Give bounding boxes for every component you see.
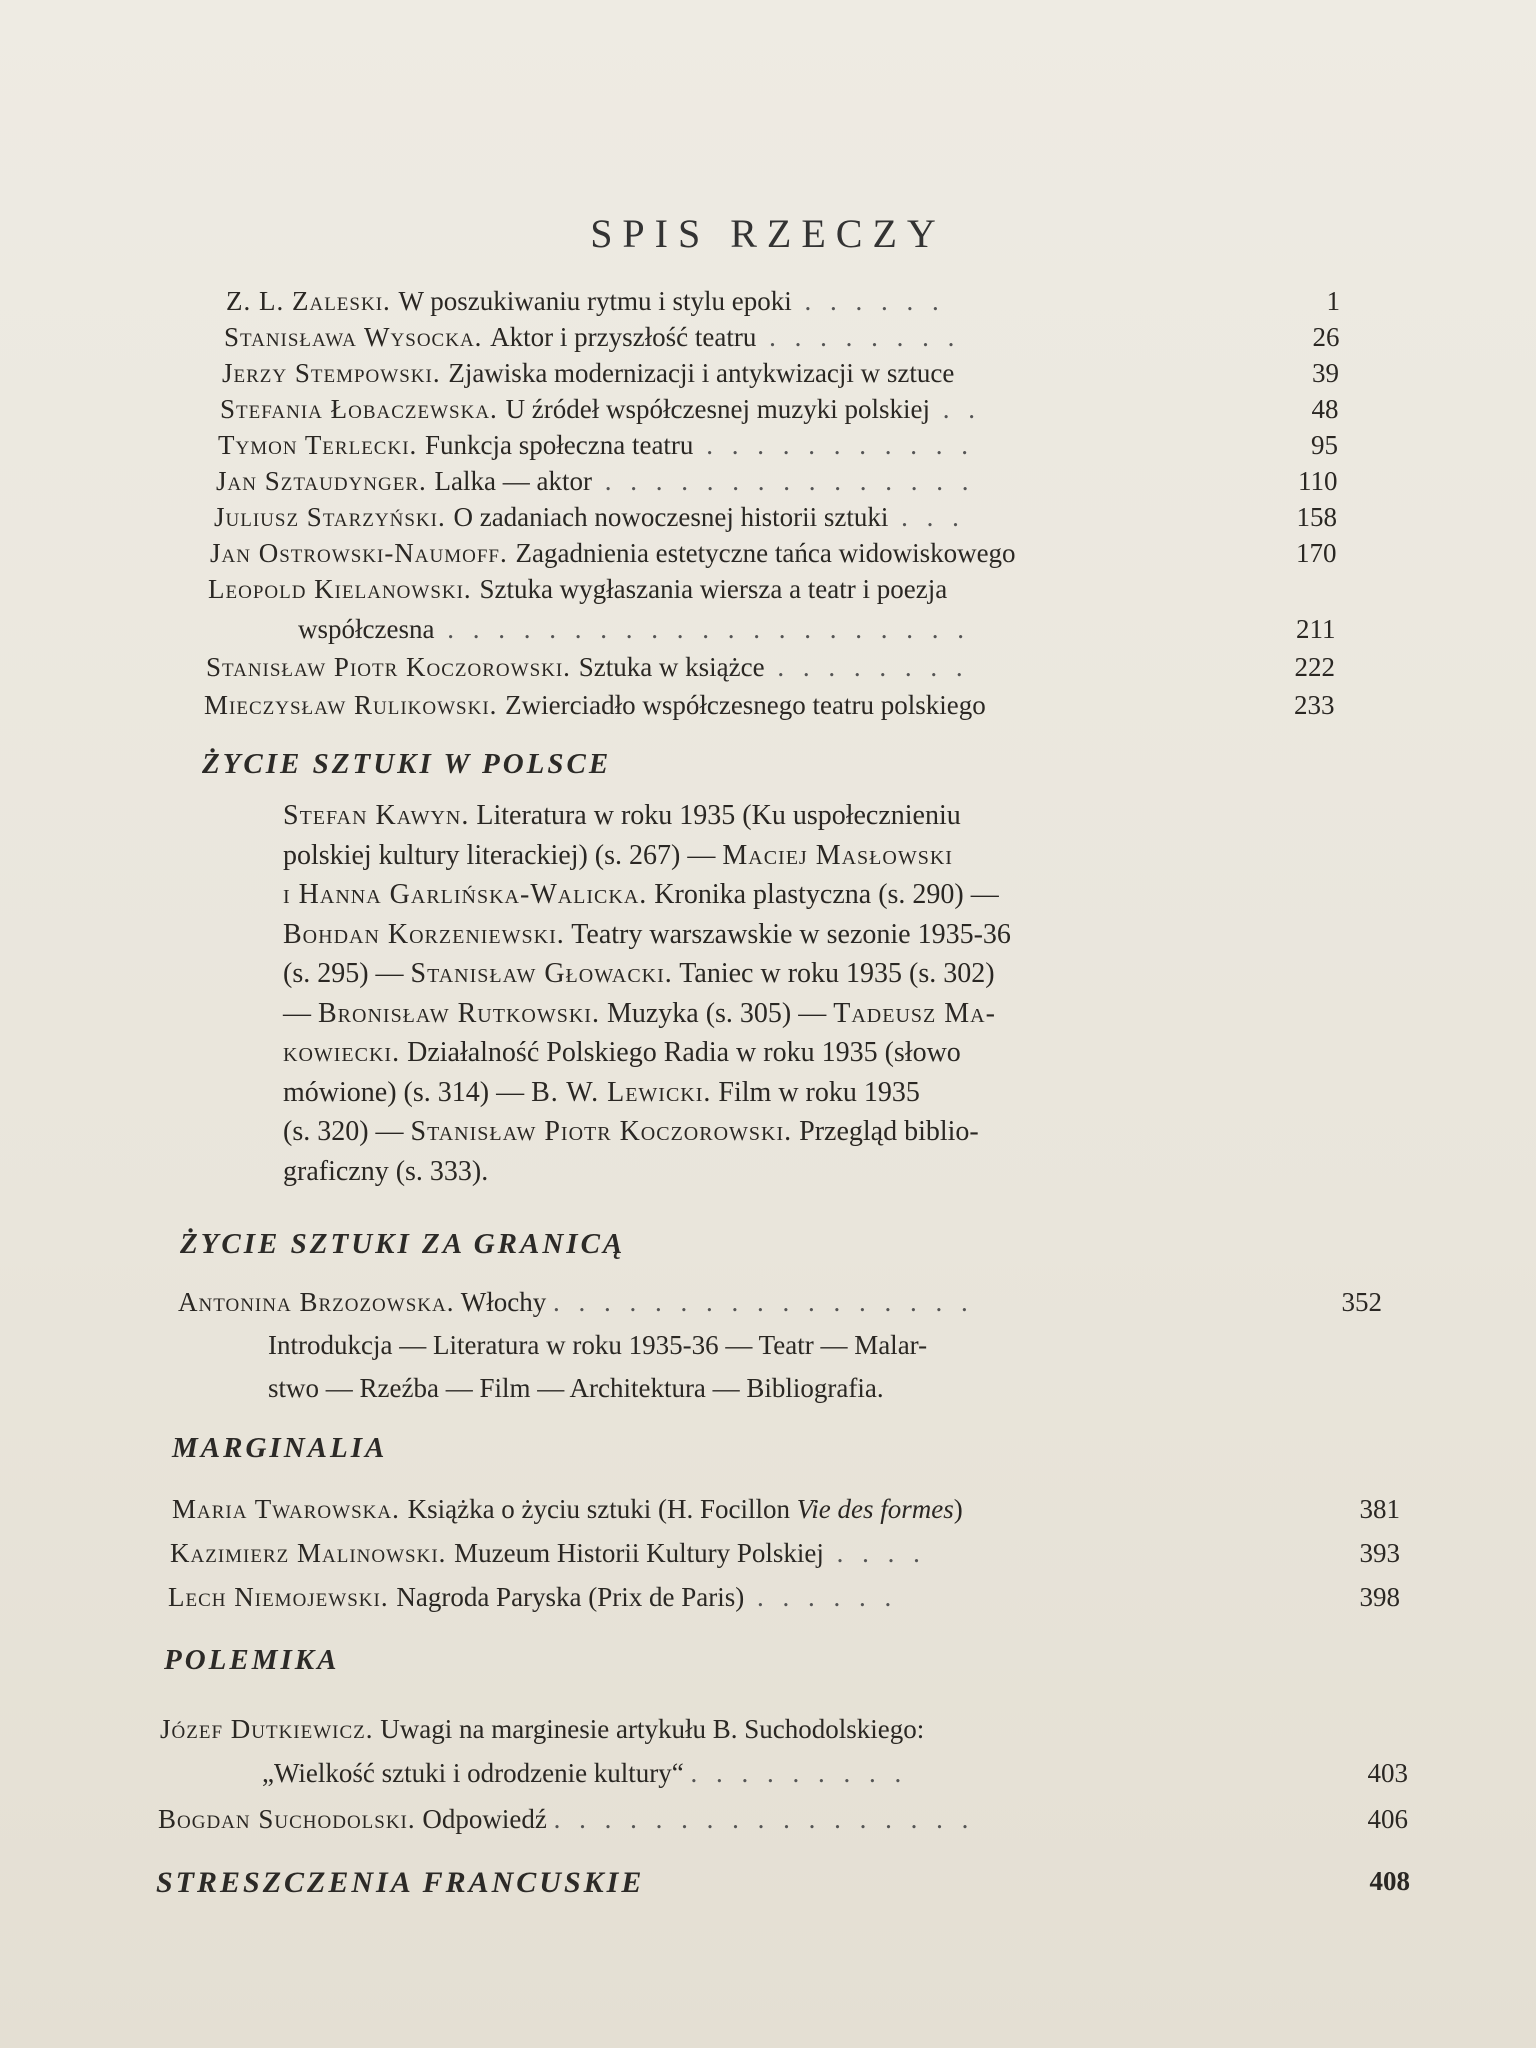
entry-dots: . . . . . . . . . . . . . . . . . . . . .	[434, 614, 970, 644]
author-name: i Hanna Garlińska-Walicka.	[283, 879, 648, 910]
author-name: Bronisław Rutkowski.	[318, 997, 600, 1029]
author-name: Stefan Kawyn.	[283, 800, 470, 831]
entry-author: Jan Ostrowski-Naumoff.	[210, 538, 516, 568]
paragraph-line	[283, 1033, 1218, 1073]
entry-author: Stanisław Piotr Koczorowski.	[206, 652, 579, 682]
paragraph-line	[283, 1073, 1218, 1113]
paragraph-line	[283, 875, 1218, 915]
toc-entry-abroad	[178, 1287, 974, 1318]
entry-title: Książka o życiu sztuki (H. Focillon	[407, 1494, 797, 1524]
entry-page: 110	[1298, 466, 1338, 496]
section-heading-poland: ŻYCIE SZTUKI W POLSCE	[202, 748, 612, 780]
entry-page: 211	[1296, 614, 1336, 644]
entry-subtopics-1: Introdukcja — Literatura w roku 1935-36 — Teatr — Malar-	[268, 1330, 928, 1360]
page-title: SPIS RZECZY	[590, 211, 946, 256]
entry-title: Funkcja społeczna teatru	[425, 430, 694, 460]
entry-page: 95	[1311, 430, 1338, 460]
entry-title: Sztuka wygłaszania wiersza a teatr i poezja	[479, 574, 948, 604]
entry-author: Juliusz Starzyński.	[214, 502, 454, 532]
entry-page: 352	[1341, 1287, 1382, 1317]
entry-title: Zagadnienia estetyczne tańca widowiskowego	[515, 538, 1016, 568]
entry-title: Odpowiedź	[422, 1804, 547, 1834]
paragraph-line	[283, 954, 1218, 994]
paragraph-text: polskiej kultury literackiej) (s. 267) —	[283, 839, 723, 871]
toc-entry	[220, 394, 981, 425]
paragraph-line	[283, 1112, 1218, 1152]
entry-dots: . .	[929, 394, 981, 424]
section-paragraph-poland	[283, 796, 1218, 1191]
entry-author: Z. L. Zaleski.	[226, 286, 399, 316]
toc-entry	[218, 430, 974, 461]
paragraph-line	[283, 915, 1218, 955]
entry-author: Bogdan Suchodolski.	[158, 1804, 416, 1834]
section-heading-marginalia: MARGINALIA	[172, 1432, 388, 1464]
entry-page: 158	[1296, 502, 1337, 532]
toc-entry	[224, 322, 960, 353]
toc-entry	[214, 502, 965, 533]
section-heading-polemika: POLEMIKA	[164, 1644, 340, 1676]
section-heading-abroad: ŻYCIE SZTUKI ZA GRANICĄ	[180, 1228, 626, 1260]
entry-title: Sztuka w książce	[578, 652, 765, 682]
entry-title: O zadaniach nowoczesnej historii sztuki	[453, 502, 889, 532]
entry-dots: . . . . . . . . .	[690, 1758, 908, 1788]
author-name: Bohdan Korzeniewski.	[283, 918, 565, 950]
paragraph-text: (s. 295) —	[283, 958, 411, 989]
entry-title: U źródeł współczesnej muzyki polskiej	[505, 394, 930, 424]
paragraph-text: Przegląd biblio-	[792, 1116, 979, 1147]
entry-author: Tymon Terlecki.	[218, 430, 426, 460]
toc-entry	[210, 538, 1016, 569]
entry-author: Józef Dutkiewicz.	[160, 1714, 374, 1744]
toc-entry	[204, 690, 986, 721]
entry-page: 398	[1359, 1582, 1400, 1612]
entry-title: W poszukiwaniu rytmu i stylu epoki	[398, 286, 792, 316]
author-name: kowiecki.	[283, 1037, 401, 1068]
paragraph-line	[283, 1152, 1218, 1192]
entry-page: 406	[1367, 1804, 1408, 1834]
paragraph-text: Taniec w roku 1935 (s. 302)	[672, 958, 995, 989]
entry-title: Lalka — aktor	[434, 466, 592, 496]
entry-dots: . . . .	[823, 1538, 926, 1568]
entry-title-italic: Vie des formes	[796, 1494, 954, 1524]
toc-entry-polemika-2	[158, 1804, 974, 1835]
paragraph-line	[283, 994, 1218, 1034]
entry-title-end: )	[953, 1494, 963, 1524]
entry-author: Jerzy Stempowski.	[222, 358, 449, 388]
entry-dots: . . . . . . . . . . . . . . .	[591, 466, 975, 496]
entry-author: Stefania Łobaczewska.	[220, 394, 506, 424]
entry-page: 403	[1367, 1758, 1408, 1788]
entry-page: 222	[1294, 652, 1335, 682]
paragraph-text: graficzny (s. 333).	[283, 1155, 489, 1187]
section-heading-french: STRESZCZENIA FRANCUSKIE	[156, 1866, 645, 1899]
toc-entry-marginalia	[170, 1538, 926, 1569]
paragraph-text: —	[283, 997, 318, 1029]
paragraph-line	[283, 796, 1218, 836]
entry-author: Lech Niemojewski.	[168, 1582, 397, 1612]
entry-page: 1	[1326, 286, 1340, 316]
entry-title: Zjawiska modernizacji i antykwizacji w sztuce	[448, 358, 955, 388]
entry-page: 233	[1294, 690, 1335, 720]
entry-page: 381	[1359, 1494, 1400, 1524]
paragraph-text: Teatry warszawskie w sezonie 1935-36	[564, 918, 1011, 950]
paragraph-text: (s. 320) —	[283, 1116, 411, 1147]
author-name: Maciej Masłowski	[722, 839, 953, 871]
entry-dots: . . . . . . . .	[764, 652, 969, 682]
entry-dots: . . . . . . . . . . . . . . . . .	[552, 1287, 974, 1317]
entry-author: Kazimierz Malinowski.	[170, 1538, 455, 1568]
paragraph-text: Kronika plastyczna (s. 290) —	[647, 879, 999, 910]
entry-title: Nagroda Paryska (Prix de Paris)	[396, 1582, 745, 1612]
entry-page: 48	[1311, 394, 1339, 424]
entry-author: Jan Sztaudynger.	[216, 466, 435, 496]
entry-dots: . . . . . .	[744, 1582, 898, 1612]
toc-entry-polemika-1	[160, 1714, 924, 1745]
entry-page: 170	[1296, 538, 1337, 568]
toc-entry	[216, 466, 974, 497]
paragraph-line	[283, 836, 1218, 876]
entry-author: Stanisława Wysocka.	[224, 322, 491, 352]
section-page-french: 408	[1369, 1866, 1410, 1896]
author-name: Tadeusz Ma-	[833, 997, 996, 1029]
entry-page: 26	[1312, 322, 1340, 352]
entry-dots: . . . . . .	[791, 286, 945, 316]
entry-author: Antonina Brzozowska.	[178, 1287, 455, 1317]
entry-page: 39	[1312, 358, 1339, 388]
entry-dots: . . . . . . . . . . . . . . . . .	[553, 1804, 975, 1834]
paragraph-text: mówione) (s. 314) —	[283, 1076, 532, 1108]
paragraph-text: Film w roku 1935	[711, 1076, 920, 1108]
toc-entry	[206, 652, 969, 683]
entry-title: Aktor i przyszłość teatru	[490, 322, 757, 352]
entry-dots: . . . . . . . . . . .	[693, 430, 974, 460]
author-name: B. W. Lewicki.	[531, 1076, 712, 1108]
paragraph-text: Muzyka (s. 305) —	[599, 997, 834, 1029]
entry-dots: . . .	[888, 502, 965, 532]
entry-title: Zwierciadło współczesnego teatru polskiego	[505, 690, 986, 720]
entry-author: Maria Twarowska.	[172, 1494, 408, 1524]
toc-entry	[222, 358, 954, 389]
entry-title: Włochy	[460, 1287, 547, 1317]
toc-entry-marginalia	[168, 1582, 897, 1613]
entry-page: 393	[1359, 1538, 1400, 1568]
entry-title: Muzeum Historii Kultury Polskiej	[454, 1538, 824, 1568]
entry-author: Leopold Kielanowski.	[208, 574, 480, 604]
entry-dots: . . . . . . . .	[756, 322, 961, 352]
entry-title: współczesna	[298, 614, 435, 644]
entry-author: Mieczysław Rulikowski.	[204, 690, 506, 720]
toc-entry-polemika-1-cont	[262, 1758, 907, 1789]
toc-entry	[298, 614, 970, 645]
paragraph-text: Literatura w roku 1935 (Ku uspołecznieniu	[469, 800, 961, 831]
author-name: Stanisław Piotr Koczorowski.	[410, 1116, 793, 1147]
toc-entry	[208, 574, 947, 605]
author-name: Stanisław Głowacki.	[410, 958, 673, 989]
entry-title: „Wielkość sztuki i odrodzenie kultury“	[262, 1758, 684, 1788]
paragraph-text: Działalność Polskiego Radia w roku 1935 (słowo	[400, 1037, 961, 1068]
entry-title: Uwagi na marginesie artykułu B. Suchodolskiego:	[380, 1714, 925, 1744]
entry-subtopics-2: stwo — Rzeźba — Film — Architektura — Bibliografia.	[268, 1373, 884, 1403]
toc-entry	[226, 286, 945, 317]
toc-entry-marginalia	[172, 1494, 963, 1525]
